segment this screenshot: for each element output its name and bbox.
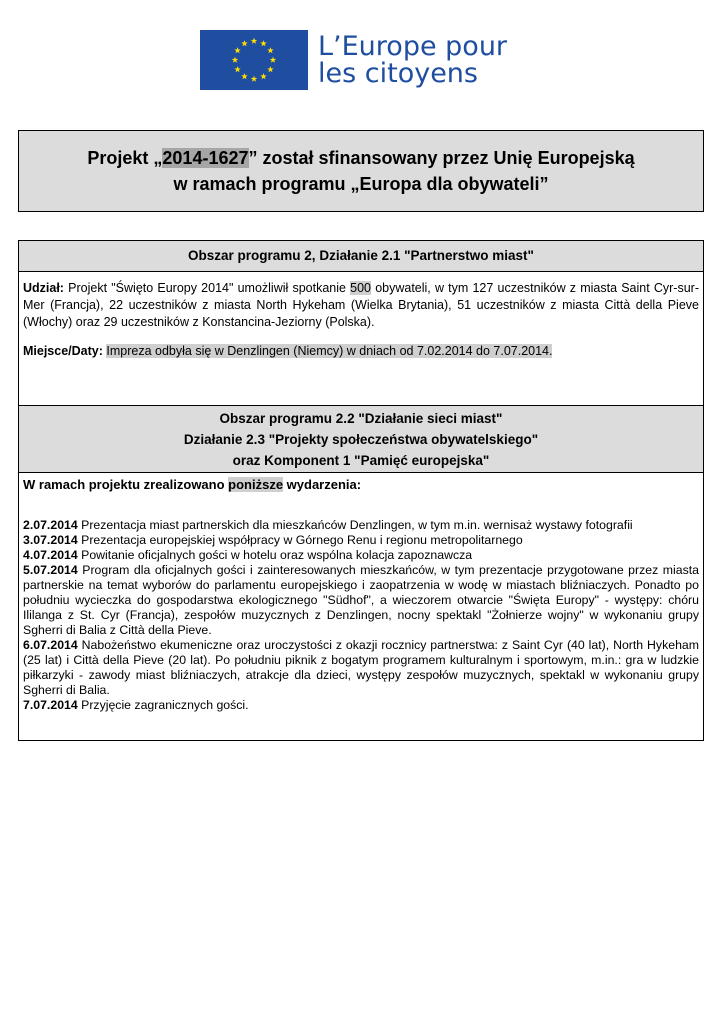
event-date: 2.07.2014 (23, 518, 78, 532)
event-date: 6.07.2014 (23, 638, 78, 652)
place-paragraph (23, 343, 699, 360)
participation-count: 500 (350, 281, 372, 295)
star-icon (241, 40, 247, 46)
event-item (23, 563, 699, 638)
eu-logo (200, 30, 507, 90)
eu-stars-icon (200, 30, 308, 90)
star-icon (251, 76, 257, 82)
title-line-2: w ramach programu „Europa dla obywateli” (173, 174, 549, 194)
section2-header-line-1: Obszar programu 2.2 "Działanie sieci miast" (219, 411, 503, 426)
events-intro-post: wydarzenia: (283, 477, 362, 492)
event-date: 4.07.2014 (23, 548, 78, 562)
title-line-1 (87, 145, 634, 171)
section1-header: Obszar programu 2, Działanie 2.1 "Partnerstwo miast" (19, 241, 703, 272)
project-title-box (18, 130, 704, 212)
event-item (23, 533, 699, 548)
star-icon (251, 38, 257, 44)
title-suffix: ” został sfinansowany przez Unię Europejską (248, 148, 635, 168)
star-icon (267, 66, 273, 72)
program-table (18, 240, 704, 741)
participation-label: Udział: (23, 281, 64, 295)
star-icon (232, 57, 238, 63)
event-item (23, 638, 699, 698)
place-text: Impreza odbyła się w Denzlingen (Niemcy) w dniach od 7.02.2014 do 7.07.2014. (106, 344, 553, 358)
title-prefix: Projekt „ (87, 148, 163, 168)
event-text: Prezentacja europejskiej współpracy w Górnego Renu i regionu metropolitarnego (77, 533, 523, 547)
participation-post: obywateli, w tym 127 uczestników z miasta Saint Cyr-sur-Mer (Francja), 22 uczestników z miasta North Hykeham (Wielka Brytania), 51 uczestników z miasta Città della Pieve (Włochy) oraz 29 uczestników z Konstancina-Jeziorny (Polska). (23, 281, 699, 329)
event-date: 7.07.2014 (23, 698, 78, 712)
event-text: Przyjęcie zagranicznych gości. (77, 698, 249, 712)
section2-header-line-2: Działanie 2.3 "Projekty społeczeństwa obywatelskiego" (183, 432, 539, 447)
logo-text (318, 33, 507, 87)
logo-line-2: les citoyens (318, 58, 478, 89)
event-date: 5.07.2014 (23, 563, 78, 577)
events-intro-pre: W ramach projektu zrealizowano (23, 477, 229, 492)
participation-pre: Projekt "Święto Europy 2014" umożliwił spotkanie (63, 281, 351, 295)
event-text: Powitanie oficjalnych gości w hotelu oraz wspólna kolacja zapoznawcza (77, 548, 473, 562)
logo-line-1: L’Europe pour (318, 31, 508, 62)
event-date: 3.07.2014 (23, 533, 78, 547)
star-icon (260, 40, 266, 46)
section2-header-line-3: oraz Komponent 1 "Pamięć europejska" (232, 453, 490, 468)
events-intro-highlight: poniższe (228, 477, 284, 492)
star-icon (267, 47, 273, 53)
event-text: Program dla oficjalnych gości i zainteresowanych mieszkańców, w tym prezentacje przygotowane przez miasta partnerskie na temat wyborów do parlamentu europejskiego i zaopatrzenia w wodę w miastach bliźniaczych. Ponadto po południu wycieczka do gospodarstwa ekologicznego "Südhof", a wieczorem otwarcie "Święta Europy" - występy: chóru Ililanga z St. Cyr (Francja), zespołów muzycznych z Denzlingen, nocny spektakl "Żołnierze wojny" w wykonaniu grupy Sgherri di Balia z Città della Pieve. (23, 563, 699, 637)
section1-body (19, 272, 703, 406)
events-list (19, 473, 703, 717)
event-item (23, 518, 699, 533)
event-item (23, 698, 699, 713)
star-icon (234, 47, 240, 53)
eu-flag (200, 30, 308, 90)
star-icon (270, 57, 276, 63)
project-id: 2014-1627 (162, 148, 249, 168)
event-text: Prezentacja miast partnerskich dla mieszkańców Denzlingen, w tym m.in. wernisaż wystawy fotografii (77, 518, 633, 532)
section2-header (19, 406, 703, 473)
place-label: Miejsce/Daty: (23, 344, 103, 358)
events-intro (23, 477, 699, 492)
star-icon (241, 73, 247, 79)
star-icon (260, 73, 266, 79)
event-text: Nabożeństwo ekumeniczne oraz uroczystości z okazji rocznicy partnerstwa: z Saint Cyr (40 lat), North Hykeham (25 lat) i Città della Pieve (20 lat). Po południu piknik z bogatym programem kulturalnym i sportowym, m.in.: gra w ludzkie piłkarzyki - zawody miast bliźniaczych, atrakcje dla dzieci, występy zespołów muzycznych, spektakl w wykonaniu grupy Sgherri di Balia. (23, 638, 699, 697)
event-item (23, 548, 699, 563)
star-icon (234, 66, 240, 72)
participation-paragraph (23, 280, 699, 331)
